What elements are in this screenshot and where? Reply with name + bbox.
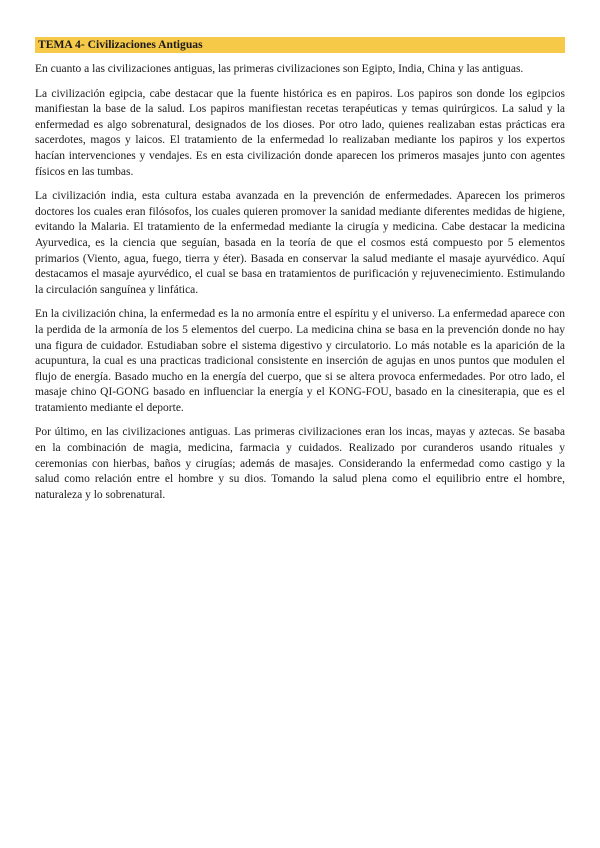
paragraph-india: La civilización india, esta cultura estaba avanzada en la prevención de enfermedades. Aparecen los primeros doctores los cuales eran filósofos, los cuales quieren promover la sanidad mediante diferentes medidas de higiene, evitando la Malaria. El tratamiento de la enfermedad mediante la cirugía y medicina. Cabe destacar la medicina Ayurvedica, es la ciencia que seguían, basada en la teoría de que el cosmos está compuesto por 5 elementos primarios (Viento, agua, fuego, tierra y éter). Basada en conservar la salud mediante el masaje ayurvédico. Aquí destacamos el masaje ayurvédico, el cual se basa en tratamientos de purificación y rejuvenecimiento. Estimulando la circulación sanguínea y linfática. (35, 190, 565, 296)
paragraph-intro: En cuanto a las civilizaciones antiguas, las primeras civilizaciones son Egipto, India, China y las antiguas. (35, 63, 524, 75)
paragraph-egypt: La civilización egipcia, cabe destacar que la fuente histórica es en papiros. Los papiros son donde los egipcios manifiestan la base de la salud. Los papiros manifiestan recetas terapéuticas y temas quirúrgicos. La salud y la enfermedad es algo sobrenatural, designados de los dioses. Por otro lado, quienes realizaban estas prácticas era sacerdotes, magos y laicos. El tratamiento de la enfermedad lo realizaban mediante los papiros y los expertos hacían intervenciones y vendajes. Es en esta civilización donde aparecen los primeros masajes junto con agentes físicos en las tumbas. (35, 87, 565, 178)
page-title: TEMA 4- Civilizaciones Antiguas (35, 37, 565, 53)
paragraph-americas: Por último, en las civilizaciones antiguas. Las primeras civilizaciones eran los incas, mayas y aztecas. Se basaba en la combinación de magia, medicina, farmacia y cuidados. Realizado por curanderos usando rituales y ceremonias con hierbas, baños y cirugías; además de masajes. Considerando la enfermedad como castigo y la salud como relación entre el hombre y su dios. Tomando la salud plena como el equilibrio entre el hombre, naturaleza y lo sobrenatural. (35, 426, 565, 501)
paragraph-china: En la civilización china, la enfermedad es la no armonía entre el espíritu y el universo. La enfermedad aparece con la perdida de la armonía de los 5 elementos del cuerpo. La medicina china se basa en la prevención donde no hay una figura de cuidador. Estudiaban sobre el sistema digestivo y circulatorio. Lo más notable es la aparición de la acupuntura, la cual es una practicas tradicional consistente en inserción de agujas en unos puntos que modulen el flujo de energía. Basado mucho en la energía del cuerpo, que si se altera provoca enfermedades. Por otro lado, el masaje chino QI-GONG basado en influenciar la energía y el KONG-FOU, basado en la cinesiterapia, que es el tratamiento mediante el deporte. (35, 308, 565, 414)
